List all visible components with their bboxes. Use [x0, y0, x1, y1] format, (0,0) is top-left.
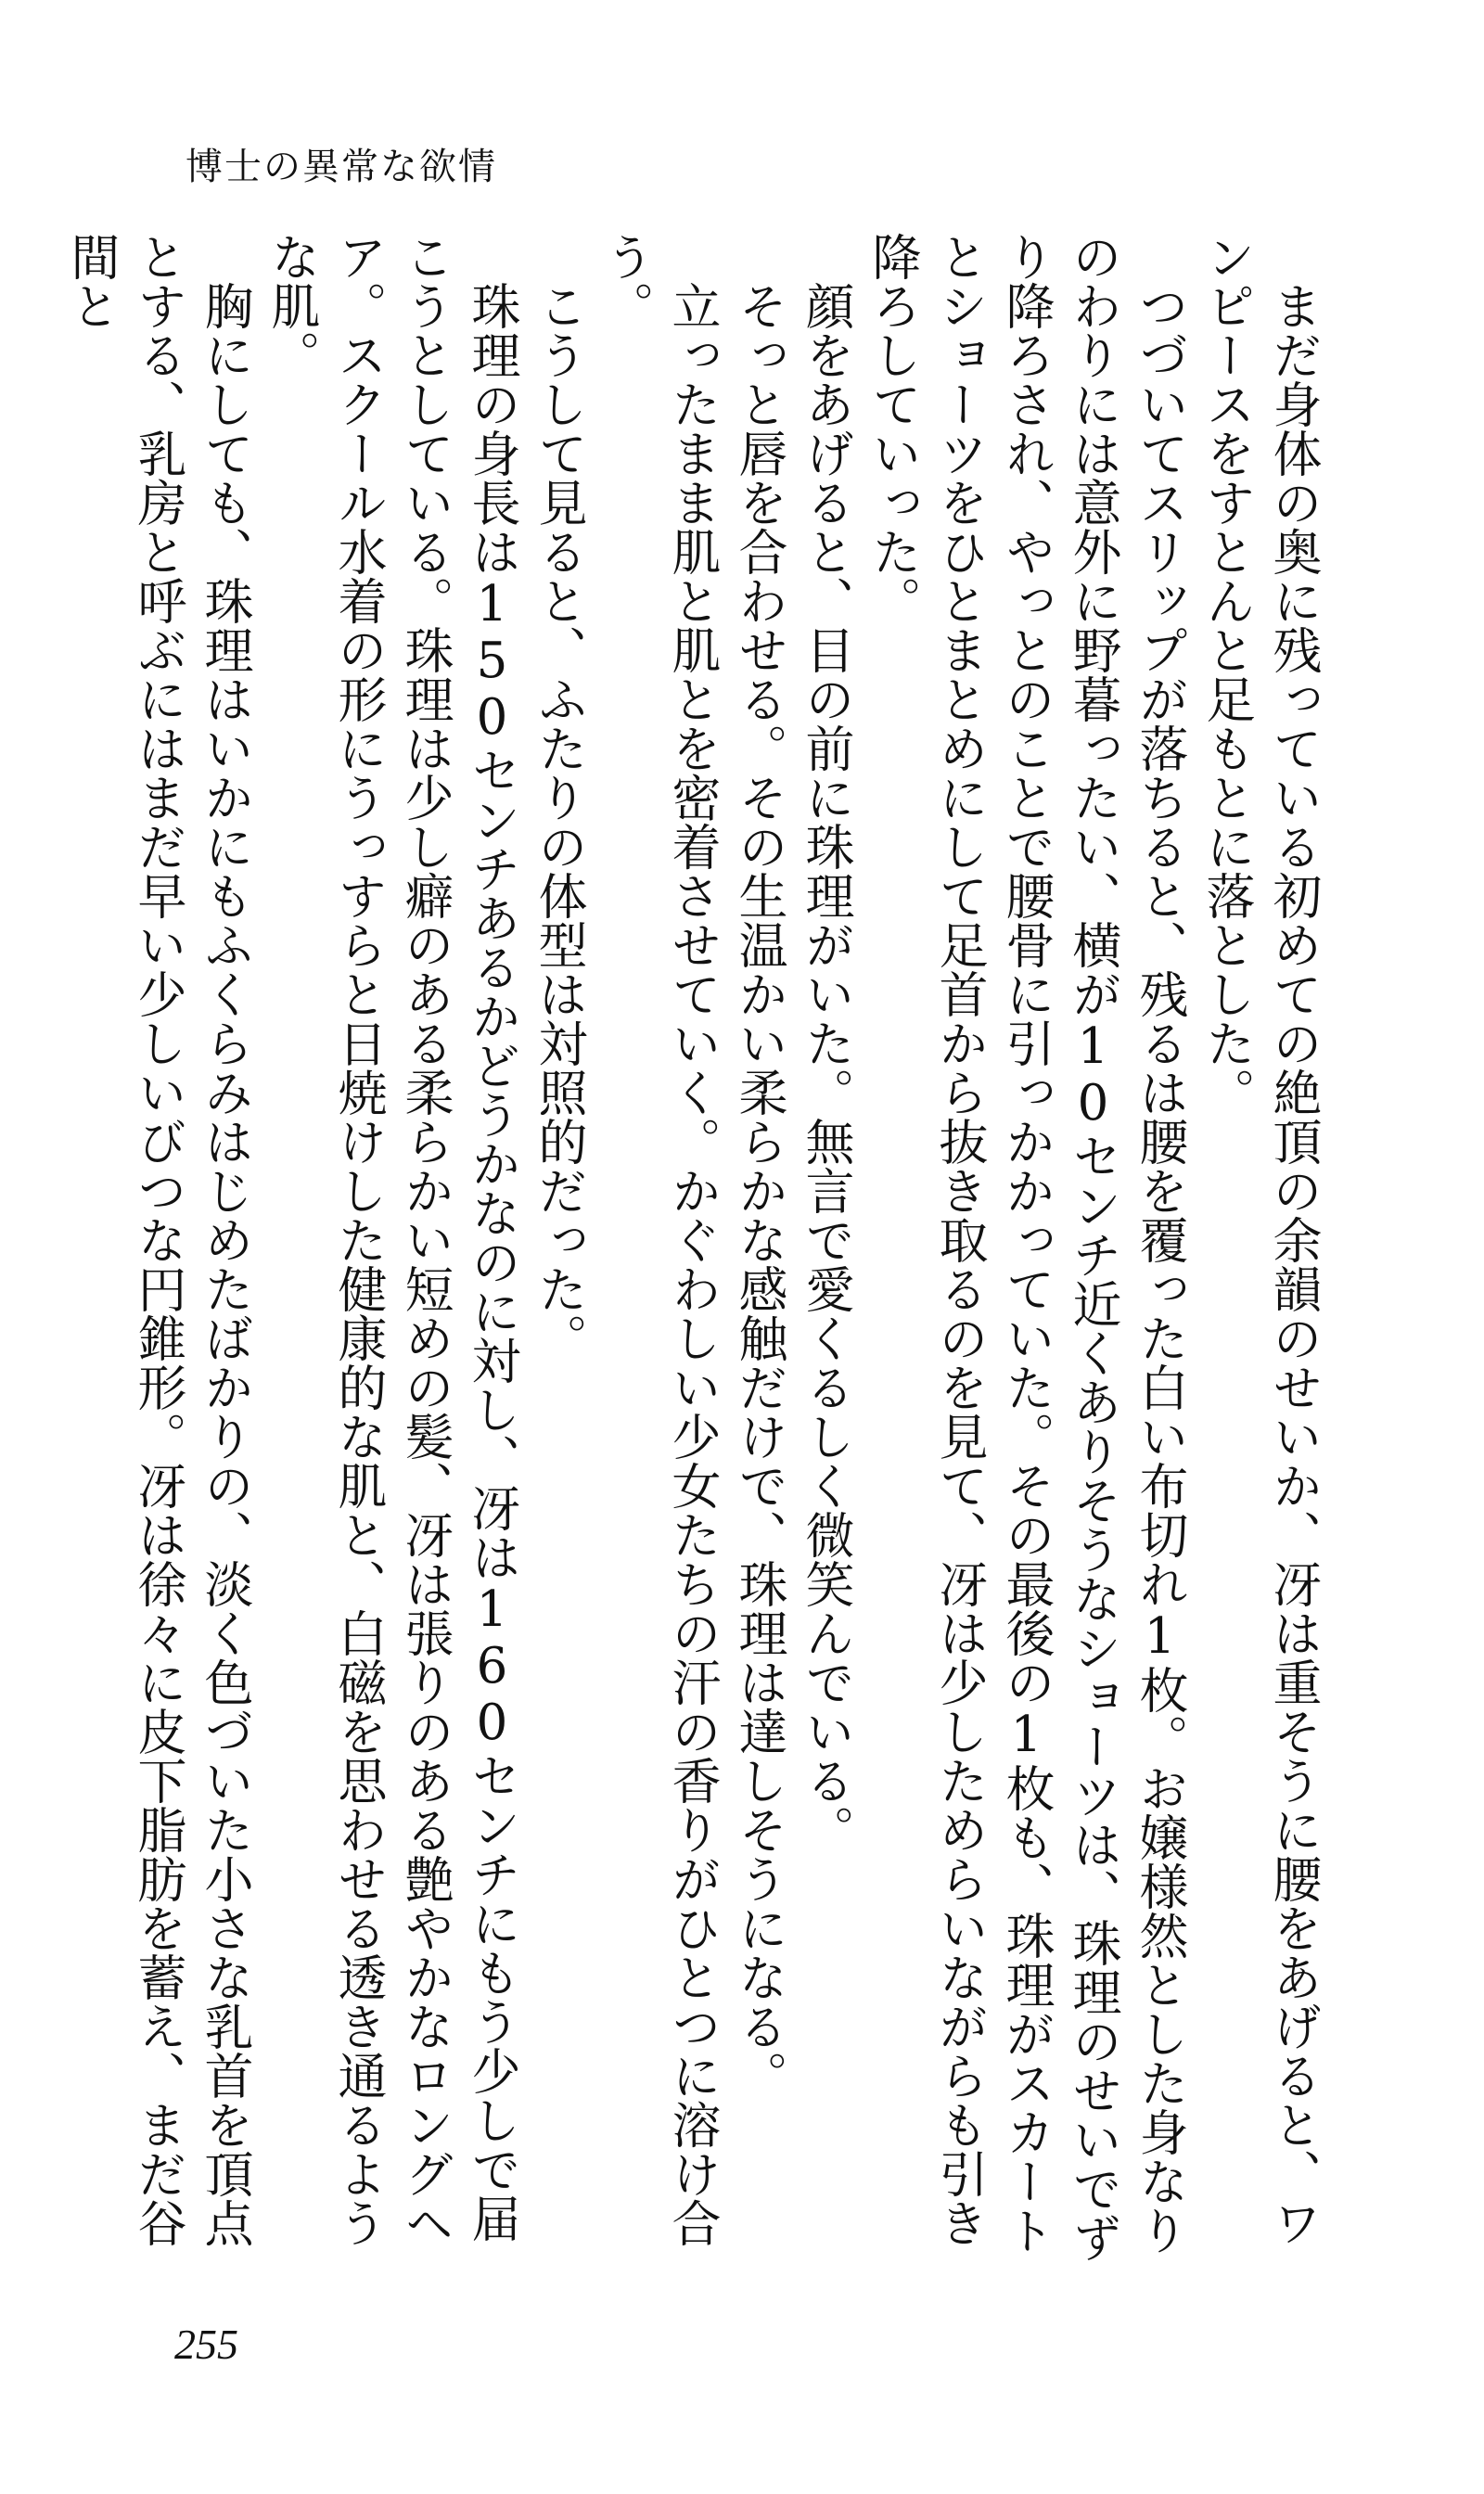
paragraph: 立ったまま肌と肌とを密着させていく。かぐわしい少女たちの汗の香りがひとつに溶け合う。 [597, 232, 721, 2247]
body-text [63, 232, 1326, 2282]
paragraph: 胸にしても、珠理はいかにもふくらみはじめたばかりの、淡く色づいた小さな乳首を頂点とする、乳房と呼ぶにはまだ早い少しいびつな円錐形。冴は徐々に皮下脂肪を蓄え、まだ谷間と [63, 232, 253, 2247]
page-number: 255 [174, 2321, 238, 2368]
paragraph: そっと唇を合わせる。その生温かい柔らかな感触だけで、珠理は達しそうになる。 [731, 232, 787, 2100]
paragraph: こうして見ると、ふたりの体型は対照的だった。 [531, 232, 587, 1362]
paragraph: 顔をあげると、目の前に珠理がいた。無言で愛くるしく微笑んでいる。 [798, 232, 854, 1854]
running-head: 博士の異常な欲情 [186, 146, 497, 188]
paragraph: つづいてスリップが落ちると、残るは腰を覆った白い布切れ1枚。お嬢様然とした身なりのわりには意外に野暮ったい、横が10センチ近くありそうなショーツは、珠理のせいでずり降ろされ、やっとのことで腰骨に引っかかっていた。その最後の1枚も、珠理がスカートとショーツをひとまとめにして足首から抜き取るのを見て、冴は少しためらいながらも引き降ろしていった。 [864, 232, 1188, 2262]
paragraph: まだ身体の奥に残っている初めての絶頂の余韻のせいか、冴は重そうに腰をあげると、ワンピースをすとんと足もとに落とした。 [1198, 232, 1322, 2247]
paragraph: 珠理の身長は150センチあるかどうかなのに対し、冴は160センチにもう少しで届こうとしている。珠理は少し癖のある柔らかい短めの髪、冴は張りのある艶やかなロングヘア。スクール水着の形にうっすらと日焼けした健康的な肌と、白磁を思わせる透き通るような肌。 [263, 232, 520, 2247]
